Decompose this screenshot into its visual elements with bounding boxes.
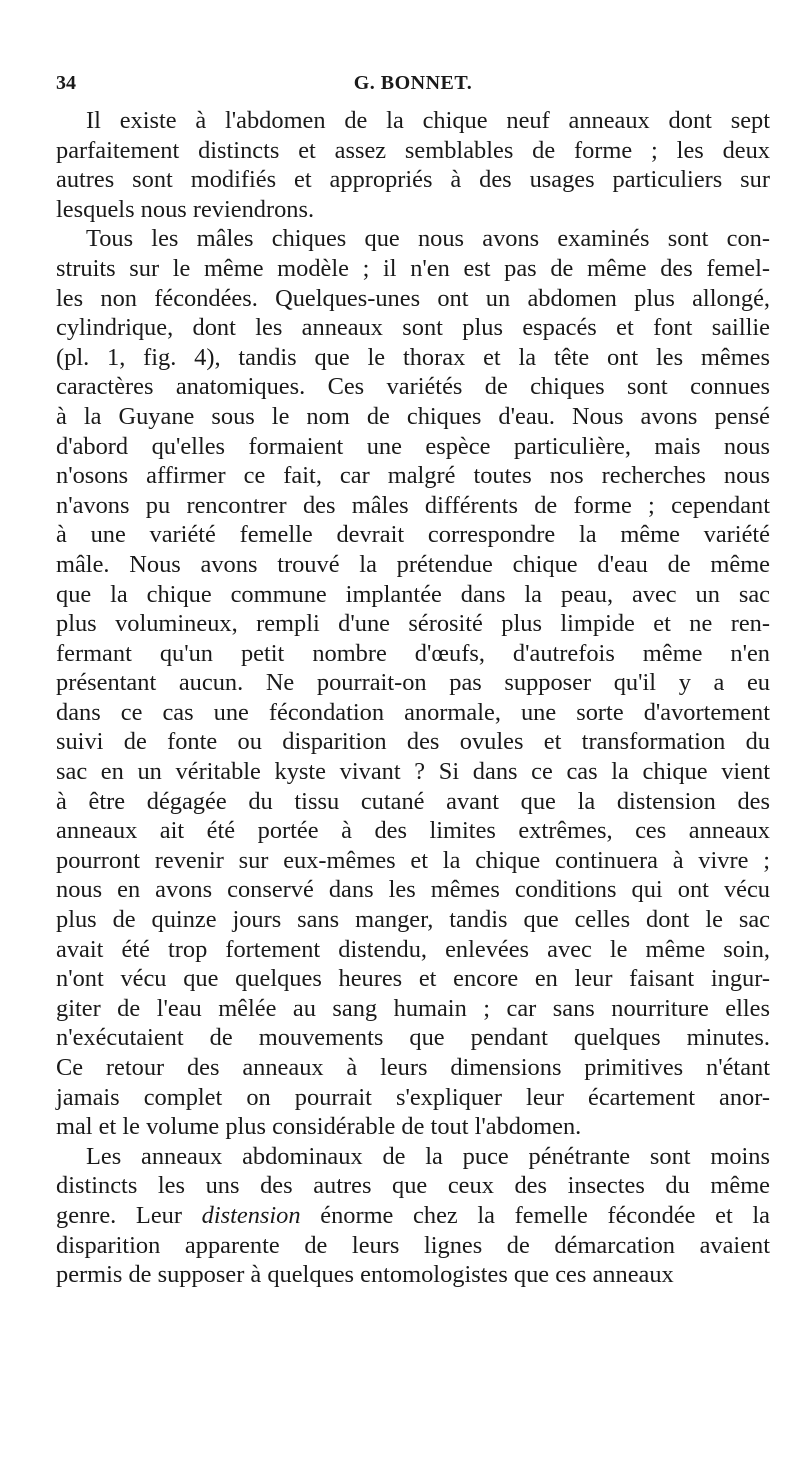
paragraph (56, 224, 770, 1141)
text-line: nous en avons conservé dans les mêmes conditions qui ont vécu (56, 876, 770, 904)
page-number: 34 (56, 72, 76, 94)
paragraph (56, 106, 770, 224)
text-line: sac en un véritable kyste vivant ? Si dans ce cas la chique vient (56, 758, 770, 786)
text-line: (pl. 1, fig. 4), tandis que le thorax et la tête ont les mêmes (56, 343, 770, 371)
text-line: parfaitement distincts et assez semblables de forme ; les deux (56, 136, 770, 164)
text-line: cylindrique, dont les anneaux sont plus espacés et font saillie (56, 314, 770, 342)
text-line: n'avons pu rencontrer des mâles différents de forme ; cependant (56, 491, 770, 519)
text-line: dans ce cas une fécondation anormale, une sorte d'avortement (56, 698, 770, 726)
text-line: présentant aucun. Ne pourrait-on pas supposer qu'il y a eu (56, 669, 770, 697)
text-line: pourront revenir sur eux-mêmes et la chique continuera à vivre ; (56, 846, 770, 874)
text-line: Il existe à l'abdomen de la chique neuf anneaux dont sept (86, 107, 770, 134)
text-line: distincts les uns des autres que ceux des insectes du même (56, 1172, 770, 1200)
text-line: à une variété femelle devrait correspondre la même variété (56, 521, 770, 549)
text-line: genre. Leur distension énorme chez la femelle fécondée et la (56, 1201, 771, 1229)
running-head: G. BONNET. (353, 72, 473, 94)
text-line: struits sur le même modèle ; il n'en est pas de même des femel- (56, 254, 770, 282)
text-line: jamais complet on pourrait s'expliquer leur écartement anor- (56, 1083, 770, 1111)
text-line: que la chique commune implantée dans la peau, avec un sac (56, 580, 770, 608)
text-line: lesquels nous reviendrons. (56, 195, 315, 223)
text-line: mâle. Nous avons trouvé la prétendue chique d'eau de même (56, 550, 770, 578)
text-line: suivi de fonte ou disparition des ovules et transformation du (56, 728, 770, 756)
text-line: n'osons affirmer ce fait, car malgré toutes nos recherches nous (56, 462, 770, 490)
text-line: autres sont modifiés et appropriés à des usages particuliers sur (56, 166, 770, 194)
text-line: disparition apparente de leurs lignes de démarcation avaient (56, 1231, 770, 1259)
body-text (56, 106, 770, 1290)
text-line: Les anneaux abdominaux de la puce pénétrante sont moins (86, 1142, 770, 1170)
text-line: n'exécutaient de mouvements que pendant quelques minutes. (56, 1024, 770, 1052)
page-header (56, 72, 770, 108)
text-line: permis de supposer à quelques entomologistes que ces anneaux (56, 1261, 674, 1289)
text-line: Tous les mâles chiques que nous avons examinés sont con- (86, 225, 770, 253)
text-line: Ce retour des anneaux à leurs dimensions primitives n'étant (56, 1054, 770, 1081)
text-line: avait été trop fortement distendu, enlevées avec le même soin, (56, 935, 770, 963)
text-line: mal et le volume plus considérable de tout l'abdomen. (56, 1113, 582, 1141)
text-line: fermant qu'un petit nombre d'œufs, d'autrefois même n'en (56, 639, 770, 667)
text-line: à être dégagée du tissu cutané avant que la distension des (56, 787, 770, 815)
paragraph (56, 1142, 770, 1290)
text-line: plus volumineux, rempli d'une sérosité plus limpide et ne ren- (56, 610, 770, 638)
text-line: caractères anatomiques. Ces variétés de chiques sont connues (56, 373, 770, 401)
text-line: les non fécondées. Quelques-unes ont un abdomen plus allongé, (56, 284, 770, 312)
text-line: d'abord qu'elles formaient une espèce particulière, mais nous (56, 432, 770, 460)
text-line: anneaux ait été portée à des limites extrêmes, ces anneaux (56, 817, 770, 845)
emphasis: distension (201, 1201, 301, 1229)
text-line: à la Guyane sous le nom de chiques d'eau. Nous avons pensé (56, 402, 770, 430)
text-line: n'ont vécu que quelques heures et encore en leur faisant ingur- (56, 965, 770, 993)
text-line: giter de l'eau mêlée au sang humain ; car sans nourriture elles (56, 994, 770, 1022)
text-line: plus de quinze jours sans manger, tandis que celles dont le sac (56, 906, 770, 934)
